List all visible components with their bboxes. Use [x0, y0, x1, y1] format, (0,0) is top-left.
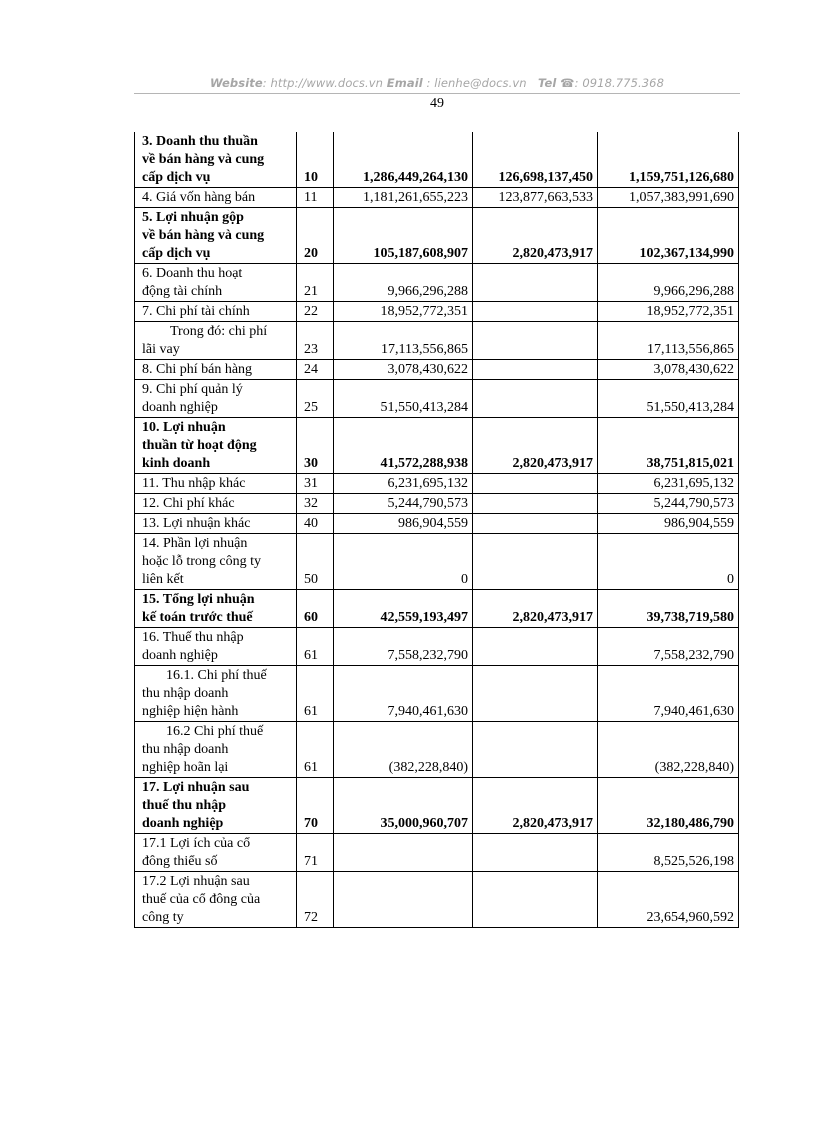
table-row — [135, 722, 739, 778]
value-col2 — [473, 666, 598, 722]
label-line — [142, 891, 292, 909]
label-line — [142, 515, 292, 533]
value-col2 — [473, 322, 598, 360]
value-col3: (382,228,840) — [598, 722, 739, 778]
label-line — [142, 227, 292, 245]
row-code: 23 — [297, 322, 334, 360]
table-row — [135, 514, 739, 534]
label-text: 16. Thuế thu nhập — [142, 630, 244, 645]
label-text: cấp dịch vụ — [142, 246, 211, 261]
value-col3: 0 — [598, 534, 739, 590]
label-line — [142, 245, 292, 263]
label-line — [142, 685, 292, 703]
value-col1: 9,966,296,288 — [334, 264, 473, 302]
label-text: Trong đó: chi phí — [170, 324, 268, 339]
tel-label: Tel — [537, 76, 557, 90]
value-col3: 51,550,413,284 — [598, 380, 739, 418]
label-text: 14. Phần lợi nhuận — [142, 536, 248, 551]
page-number: 49 — [430, 96, 444, 111]
tel-value: : 0918.775.368 — [574, 76, 665, 90]
label-text: nghiệp hoãn lại — [142, 760, 229, 775]
value-col3: 1,057,383,991,690 — [598, 188, 739, 208]
table-row — [135, 778, 739, 834]
row-label — [135, 474, 297, 494]
value-col1: 0 — [334, 534, 473, 590]
value-col3: 9,966,296,288 — [598, 264, 739, 302]
row-code: 40 — [297, 514, 334, 534]
value-col2: 2,820,473,917 — [473, 778, 598, 834]
header-divider — [134, 93, 740, 94]
value-col3: 32,180,486,790 — [598, 778, 739, 834]
row-label — [135, 778, 297, 834]
value-col2 — [473, 474, 598, 494]
label-line — [142, 151, 292, 169]
value-col1: 35,000,960,707 — [334, 778, 473, 834]
label-line — [142, 571, 292, 589]
row-code: 25 — [297, 380, 334, 418]
value-col1: 7,558,232,790 — [334, 628, 473, 666]
row-label — [135, 322, 297, 360]
row-label — [135, 834, 297, 872]
table-row — [135, 590, 739, 628]
value-col2 — [473, 494, 598, 514]
label-text: liên kết — [142, 572, 184, 587]
table-row — [135, 360, 739, 380]
value-col3: 8,525,526,198 — [598, 834, 739, 872]
phone-icon: ☎ — [560, 76, 575, 90]
row-code: 11 — [297, 188, 334, 208]
label-text: về bán hàng và cung — [142, 152, 265, 167]
label-line — [142, 419, 292, 437]
label-line — [142, 609, 292, 627]
value-col1: 18,952,772,351 — [334, 302, 473, 322]
label-line — [142, 647, 292, 665]
label-text: doanh nghiệp — [142, 400, 218, 415]
row-label — [135, 494, 297, 514]
row-label — [135, 418, 297, 474]
label-text: hoặc lỗ trong công ty — [142, 554, 261, 569]
label-line — [142, 553, 292, 571]
email-label: Email — [386, 76, 423, 90]
label-line — [142, 341, 292, 359]
row-label — [135, 590, 297, 628]
label-text: 10. Lợi nhuận — [142, 420, 226, 435]
value-col3: 1,159,751,126,680 — [598, 132, 739, 188]
value-col2 — [473, 264, 598, 302]
label-text: 6. Doanh thu hoạt — [142, 266, 243, 281]
website-value: : http://www.docs.vn — [262, 76, 384, 90]
row-label — [135, 208, 297, 264]
value-col1: 105,187,608,907 — [334, 208, 473, 264]
value-col2 — [473, 360, 598, 380]
value-col2: 2,820,473,917 — [473, 590, 598, 628]
value-col2 — [473, 628, 598, 666]
value-col3: 23,654,960,592 — [598, 872, 739, 928]
label-text: thuế thu nhập — [142, 798, 227, 813]
label-line — [142, 303, 292, 321]
label-line — [142, 591, 292, 609]
value-col1: 41,572,288,938 — [334, 418, 473, 474]
value-col1: 42,559,193,497 — [334, 590, 473, 628]
label-text: 4. Giá vốn hàng bán — [142, 190, 256, 205]
label-line — [142, 381, 292, 399]
label-line — [142, 475, 292, 493]
label-line — [142, 873, 292, 891]
label-text: 12. Chi phí khác — [142, 496, 235, 511]
label-text: đông thiểu số — [142, 854, 218, 869]
label-text: thu nhập doanh — [142, 686, 229, 701]
label-line — [142, 361, 292, 379]
row-code: 60 — [297, 590, 334, 628]
value-col3: 17,113,556,865 — [598, 322, 739, 360]
row-code: 20 — [297, 208, 334, 264]
row-code: 32 — [297, 494, 334, 514]
value-col2: 2,820,473,917 — [473, 418, 598, 474]
label-line — [142, 779, 292, 797]
table-row — [135, 474, 739, 494]
value-col2 — [473, 534, 598, 590]
row-label — [135, 132, 297, 188]
label-line — [142, 853, 292, 871]
value-col3: 986,904,559 — [598, 514, 739, 534]
value-col1: 51,550,413,284 — [334, 380, 473, 418]
label-line — [142, 189, 292, 207]
value-col1: (382,228,840) — [334, 722, 473, 778]
label-line — [142, 629, 292, 647]
row-label — [135, 872, 297, 928]
row-code: 31 — [297, 474, 334, 494]
label-line — [142, 133, 292, 151]
value-col3: 6,231,695,132 — [598, 474, 739, 494]
table-row — [135, 380, 739, 418]
value-col3: 5,244,790,573 — [598, 494, 739, 514]
value-col2 — [473, 380, 598, 418]
value-col2 — [473, 302, 598, 322]
label-text: 5. Lợi nhuận gộp — [142, 210, 244, 225]
label-line — [142, 437, 292, 455]
label-text: cấp dịch vụ — [142, 170, 211, 185]
label-line — [142, 399, 292, 417]
value-col1: 6,231,695,132 — [334, 474, 473, 494]
label-text: 3. Doanh thu thuần — [142, 134, 258, 149]
table-row — [135, 264, 739, 302]
value-col2 — [473, 872, 598, 928]
table-row — [135, 666, 739, 722]
label-text: thuần từ hoạt động — [142, 438, 257, 453]
label-text: về bán hàng và cung — [142, 228, 265, 243]
label-text: 8. Chi phí bán hàng — [142, 362, 253, 377]
value-col1: 3,078,430,622 — [334, 360, 473, 380]
row-label — [135, 188, 297, 208]
label-line — [142, 283, 292, 301]
table-row — [135, 322, 739, 360]
label-text: doanh nghiệp — [142, 816, 224, 831]
label-text: doanh nghiệp — [142, 648, 218, 663]
label-text: thu nhập doanh — [142, 742, 229, 757]
label-line — [142, 323, 292, 341]
value-col2 — [473, 514, 598, 534]
value-col3: 18,952,772,351 — [598, 302, 739, 322]
label-text: 17.1 Lợi ích của cổ — [142, 836, 251, 851]
value-col3: 38,751,815,021 — [598, 418, 739, 474]
row-code: 61 — [297, 666, 334, 722]
table-row — [135, 302, 739, 322]
label-line — [142, 797, 292, 815]
row-label — [135, 302, 297, 322]
label-text: 16.1. Chi phí thuế — [166, 668, 267, 683]
email-value: : lienhe@docs.vn — [426, 76, 527, 90]
row-label — [135, 514, 297, 534]
label-line — [142, 265, 292, 283]
table-row — [135, 208, 739, 264]
table-row — [135, 628, 739, 666]
row-code: 72 — [297, 872, 334, 928]
label-line — [142, 703, 292, 721]
label-text: 9. Chi phí quản lý — [142, 382, 243, 397]
label-text: kế toán trước thuế — [142, 610, 253, 625]
value-col1: 17,113,556,865 — [334, 322, 473, 360]
value-col3: 39,738,719,580 — [598, 590, 739, 628]
table-row — [135, 494, 739, 514]
value-col3: 7,558,232,790 — [598, 628, 739, 666]
row-code: 21 — [297, 264, 334, 302]
label-line — [142, 535, 292, 553]
value-col1: 1,286,449,264,130 — [334, 132, 473, 188]
value-col3: 3,078,430,622 — [598, 360, 739, 380]
row-label — [135, 360, 297, 380]
value-col3: 102,367,134,990 — [598, 208, 739, 264]
value-col1: 5,244,790,573 — [334, 494, 473, 514]
value-col1 — [334, 834, 473, 872]
label-text: động tài chính — [142, 284, 223, 299]
label-text: 16.2 Chi phí thuế — [166, 724, 264, 739]
label-text: 7. Chi phí tài chính — [142, 304, 250, 319]
value-col1 — [334, 872, 473, 928]
row-code: 61 — [297, 628, 334, 666]
row-label — [135, 628, 297, 666]
label-line — [142, 667, 292, 685]
row-code: 22 — [297, 302, 334, 322]
table-row — [135, 834, 739, 872]
table-row — [135, 188, 739, 208]
value-col1: 7,940,461,630 — [334, 666, 473, 722]
label-line — [142, 209, 292, 227]
income-statement-table — [134, 132, 739, 928]
label-text: 11. Thu nhập khác — [142, 476, 246, 491]
label-text: công ty — [142, 910, 184, 925]
label-text: nghiệp hiện hành — [142, 704, 239, 719]
table-row — [135, 872, 739, 928]
row-code: 24 — [297, 360, 334, 380]
label-line — [142, 835, 292, 853]
website-label: Website — [209, 76, 263, 90]
row-code: 61 — [297, 722, 334, 778]
label-line — [142, 815, 292, 833]
label-line — [142, 759, 292, 777]
table-row — [135, 418, 739, 474]
row-code: 10 — [297, 132, 334, 188]
page-header — [134, 76, 740, 90]
row-code: 71 — [297, 834, 334, 872]
table-row — [135, 534, 739, 590]
table-body — [135, 132, 739, 928]
row-code: 30 — [297, 418, 334, 474]
value-col2: 2,820,473,917 — [473, 208, 598, 264]
value-col1: 986,904,559 — [334, 514, 473, 534]
row-code: 50 — [297, 534, 334, 590]
label-line — [142, 169, 292, 187]
label-text: 17.2 Lợi nhuận sau — [142, 874, 250, 889]
row-label — [135, 380, 297, 418]
label-text: 17. Lợi nhuận sau — [142, 780, 250, 795]
label-text: thuế của cổ đông của — [142, 892, 261, 907]
label-line — [142, 909, 292, 927]
value-col2 — [473, 722, 598, 778]
row-code: 70 — [297, 778, 334, 834]
label-text: 15. Tổng lợi nhuận — [142, 592, 255, 607]
table-row — [135, 132, 739, 188]
row-label — [135, 666, 297, 722]
value-col2 — [473, 834, 598, 872]
row-label — [135, 722, 297, 778]
label-line — [142, 495, 292, 513]
value-col2: 126,698,137,450 — [473, 132, 598, 188]
label-line — [142, 455, 292, 473]
label-text: lãi vay — [142, 342, 180, 357]
value-col3: 7,940,461,630 — [598, 666, 739, 722]
value-col2: 123,877,663,533 — [473, 188, 598, 208]
label-line — [142, 723, 292, 741]
value-col1: 1,181,261,655,223 — [334, 188, 473, 208]
row-label — [135, 534, 297, 590]
label-text: 13. Lợi nhuận khác — [142, 516, 251, 531]
label-line — [142, 741, 292, 759]
row-label — [135, 264, 297, 302]
label-text: kinh doanh — [142, 456, 211, 471]
